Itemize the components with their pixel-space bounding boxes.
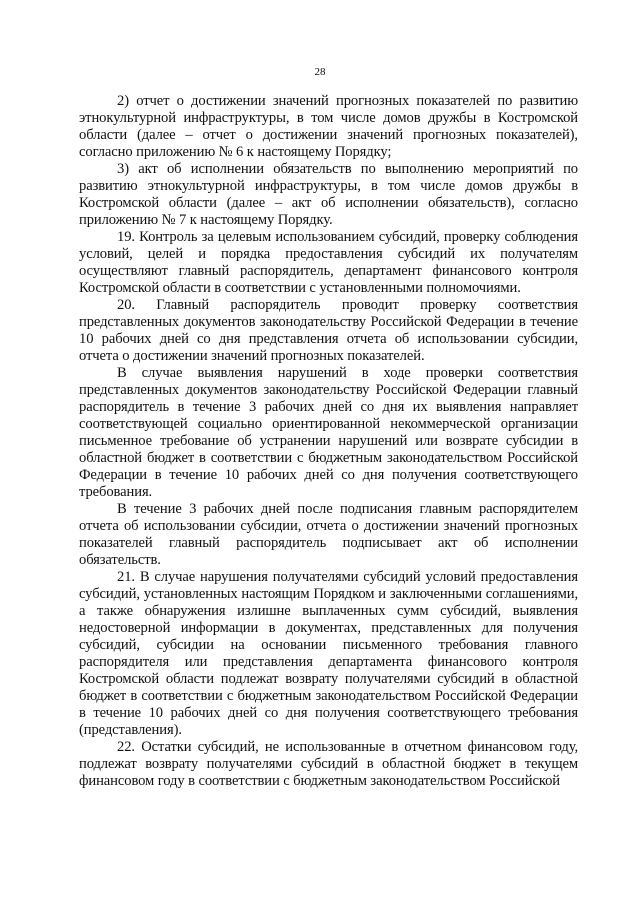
paragraph-act-obligations: 3) акт об исполнении обязательств по выполнению мероприятий по развитию этнокультурной инфраструктуры, в том числе домов дружбы в Костромской области (далее – акт об исполнении обязательств), согласно приложению № 7 к настоящему Порядку. (79, 161, 578, 228)
page-number: 28 (314, 66, 326, 78)
paragraph-clause-22: 22. Остатки субсидий, не использованные в отчетном финансовом году, подлежат возврату получателями субсидий в областной бюджет в текущем финансовом году в соответствии с бюджетным законодательством Российской (79, 739, 578, 789)
paragraph-clause-20: 20. Главный распорядитель проводит проверку соответствия представленных документов законодательству Российской Федерации в течение 10 рабочих дней со дня представления отчета об использовании субсидии, отчета о достижении значений прогнозных показателей. (79, 297, 578, 364)
paragraph-violations: В случае выявления нарушений в ходе проверки соответствия представленных документов законодательству Российской Федерации главный распорядитель в течение 3 рабочих дней со дня их выявления направляет соответствующей социально ориентированной некоммерческой организации письменное требование об устранении нарушений или возврате субсидии в областной бюджет в соответствии с бюджетным законодательством Российской Федерации в течение 10 рабочих дней со дня получения соответствующего требования. (79, 365, 578, 500)
paragraph-report-indicators: 2) отчет о достижении значений прогнозных показателей по развитию этнокультурной инфраструктуры, в том числе домов дружбы в Костромской области (далее – отчет о достижении значений прогнозных показателей), согласно приложению № 6 к настоящему Порядку; (79, 93, 578, 160)
paragraph-clause-21: 21. В случае нарушения получателями субсидий условий предоставления субсидий, установленных настоящим Порядком и заключенными соглашениями, а также обнаружения излишне выплаченных сумм субсидий, выявления недостоверной информации в документах, представленных для получения субсидий, субсидии на основании письменного требования главного распорядителя или представления департамента финансового контроля Костромской области подлежат возврату получателями субсидий в областной бюджет в соответствии с бюджетным законодательством Российской Федерации в течение 10 рабочих дней со дня получения соответствующего требования (представления). (79, 569, 578, 738)
paragraph-signing: В течение 3 рабочих дней после подписания главным распорядителем отчета об использовании субсидии, отчета о достижении значений прогнозных показателей главный распорядитель подписывает акт об исполнении обязательств. (79, 501, 578, 568)
paragraph-clause-19: 19. Контроль за целевым использованием субсидий, проверку соблюдения условий, целей и порядка предоставления субсидий их получателям осуществляют главный распорядитель, департамент финансового контроля Костромской области в соответствии с установленными полномочиями. (79, 229, 578, 296)
document-body (79, 93, 578, 790)
